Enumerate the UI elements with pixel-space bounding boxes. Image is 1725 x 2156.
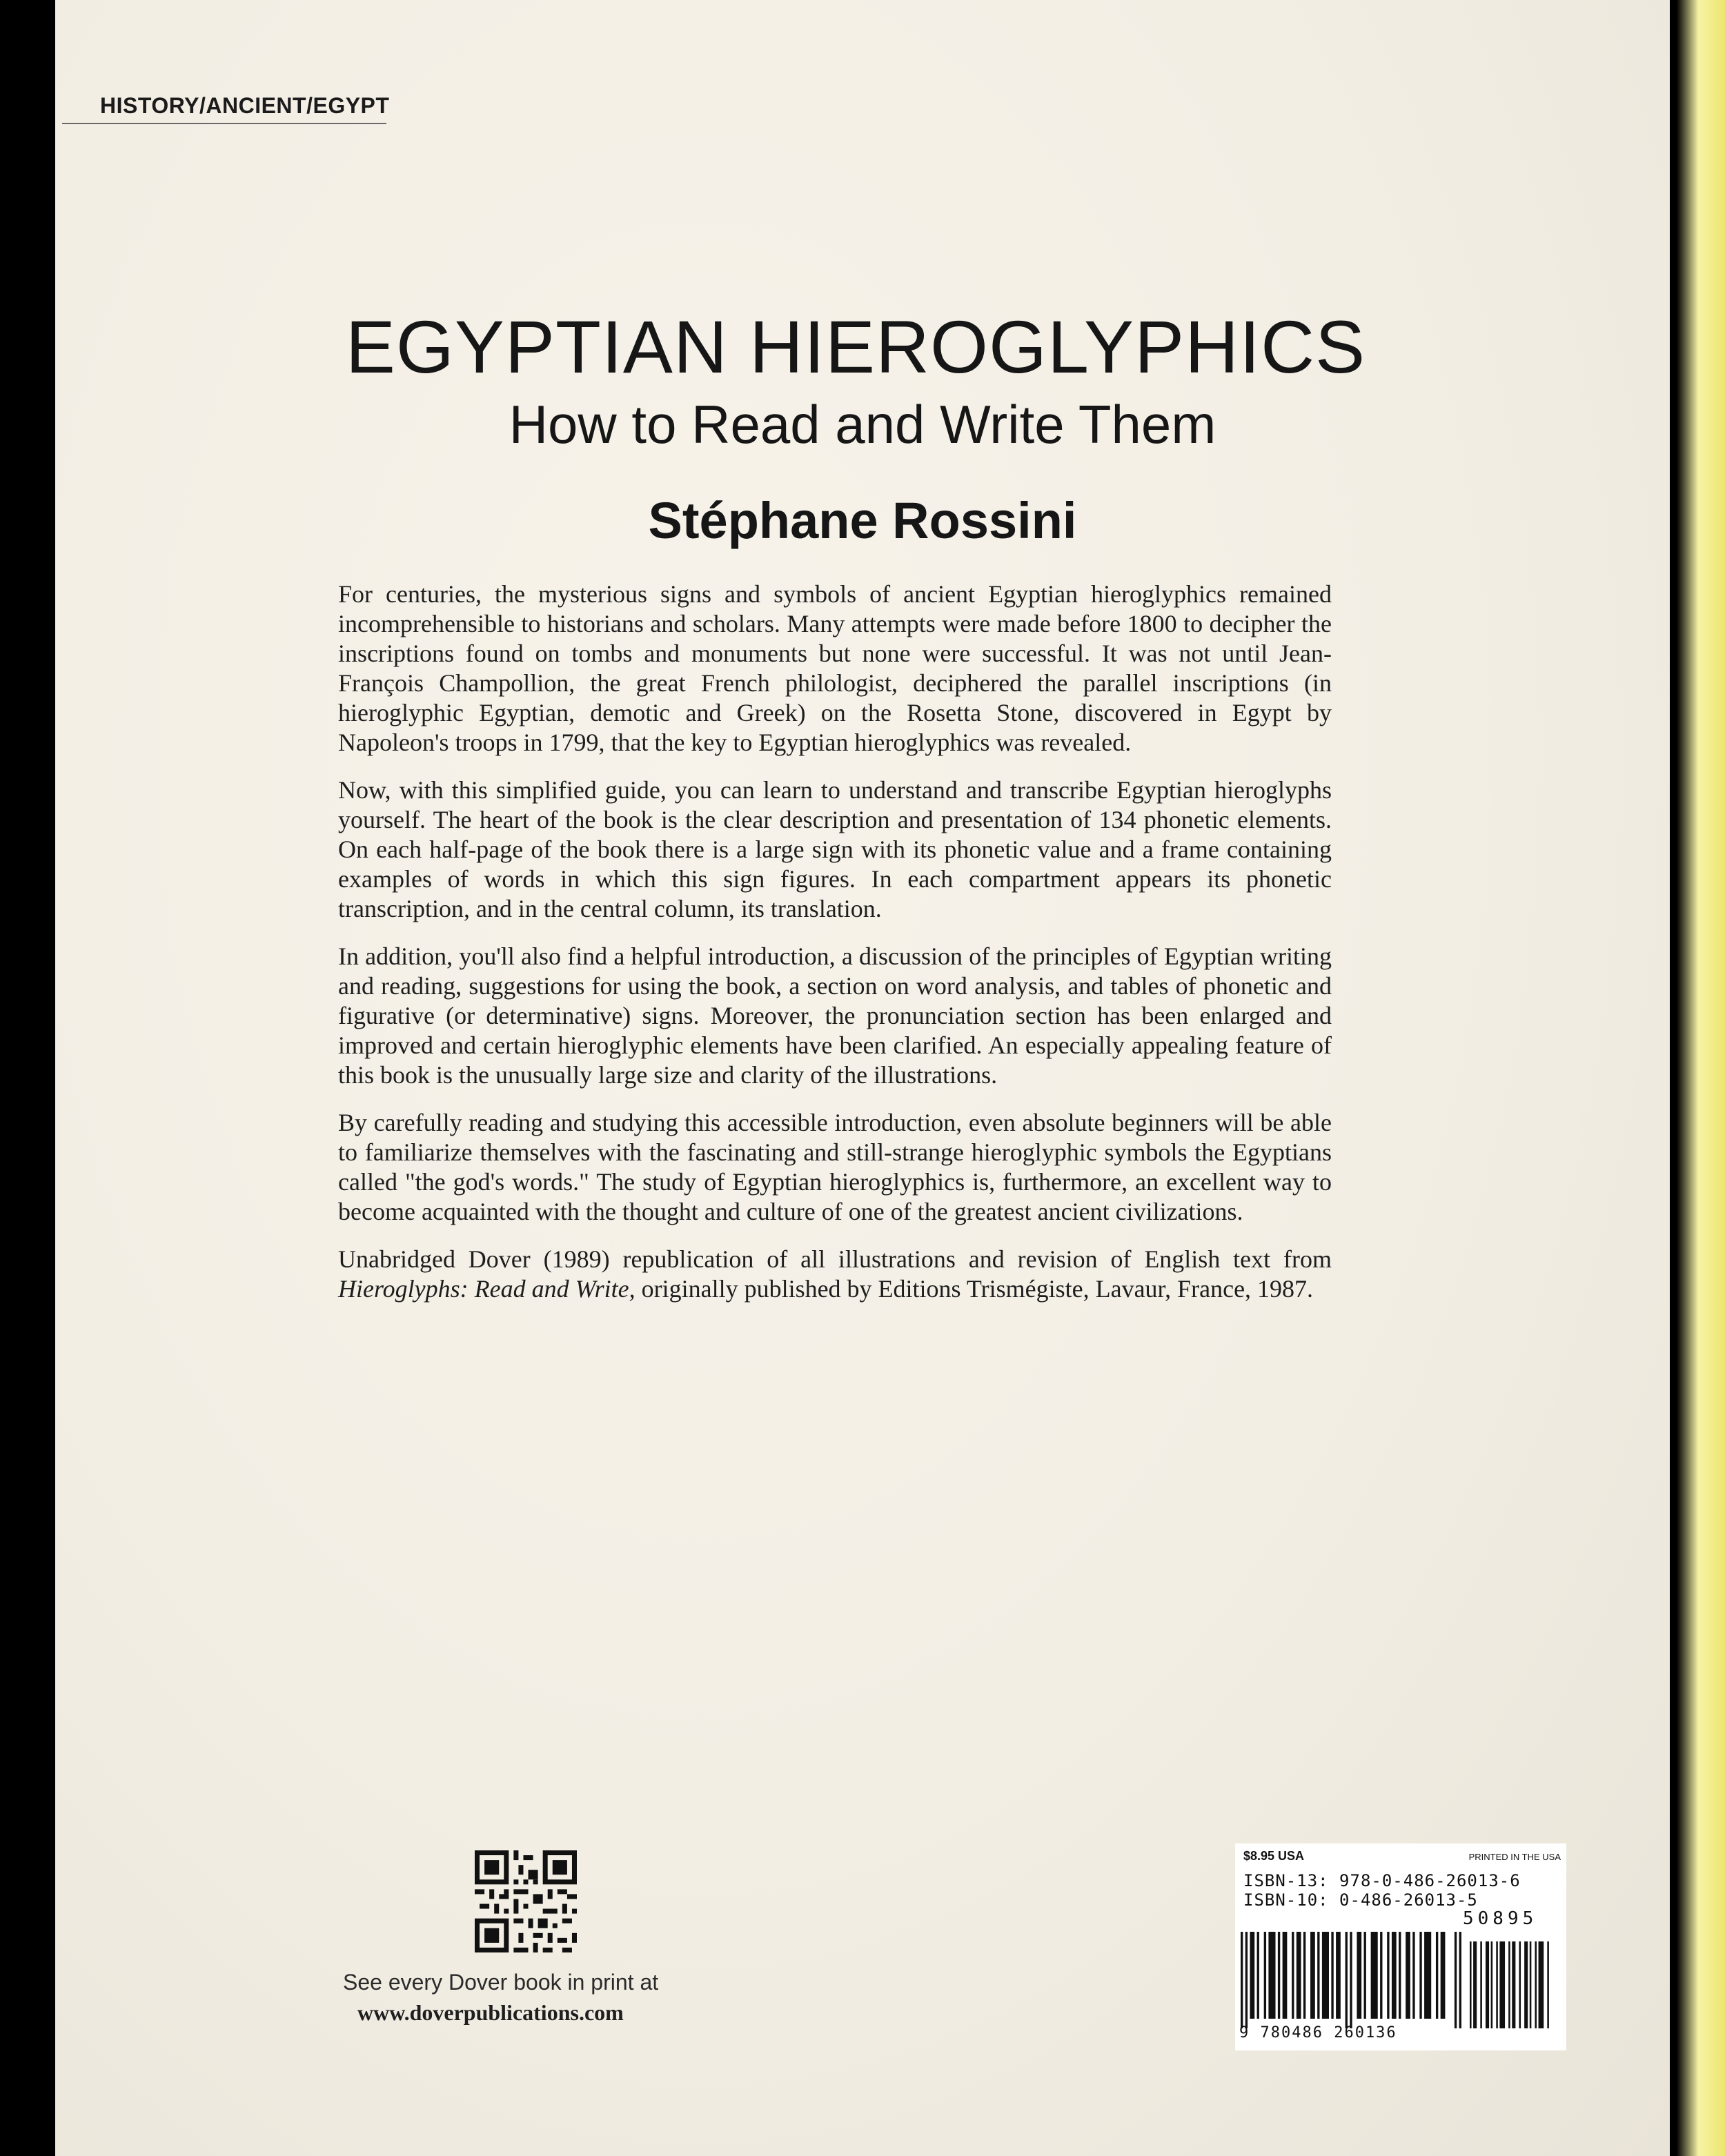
price-label: $8.95 USA [1243,1849,1305,1863]
category-label: HISTORY/ANCIENT/EGYPT [100,93,390,118]
printed-in-label: PRINTED IN THE USA [1468,1852,1561,1862]
book-author: Stéphane Rossini [648,492,1077,549]
price-addon-barcode-icon [1470,1932,1552,2028]
blurb-paragraph: Now, with this simplified guide, you can learn to understand and transcribe Egyptian hieroglyphs yourself. The heart of the book is the clear description and presentation of 134 phonetic elements. On each half-page of the book there is a large sign with its phonetic value and a frame containing examples of words in which this sign figures. In each compartment appears its phonetic transcription, and in the central column, its translation. [338,776,1332,922]
ean-barcode-icon [1241,1932,1461,2028]
dover-website-link[interactable]: www.doverpublications.com [357,2000,624,2025]
book-subtitle: How to Read and Write Them [509,394,1216,455]
publication-credit [338,1245,1332,1304]
blurb-paragraph: For centuries, the mysterious signs and symbols of ancient Egyptian hieroglyphics remained incomprehensible to historians and scholars. Many attempts were made before 1800 to decipher the inscriptions found on tombs and monuments but none were successful. It was not until Jean-François Champollion, the great French philologist, deciphered the parallel inscriptions (in hieroglyphic Egyptian, demotic and Greek) on the Rosetta Stone, discovered in Egypt by Napoleon's troops in 1799, that the key to Egyptian hieroglyphics was revealed. [338,580,1332,756]
isbn-13: ISBN-13: 978-0-486-26013-6 [1243,1871,1521,1890]
blurb-paragraph: In addition, you'll also find a helpful introduction, a discussion of the principles of Egyptian writing and reading, suggestions for using the book, a section on word analysis, and tables of phonetic and figurative (or determinative) signs. Moreover, the pronunciation section has been enlarged and improved and certain hieroglyphic elements have been clarified. An especially appealing feature of this book is the unusually large size and clarity of the illustrations. [338,942,1332,1089]
price-code: 50895 [1463,1908,1538,1929]
dover-tagline: See every Dover book in print at [343,1970,659,1995]
category-divider [62,123,386,124]
barcode-panel [1235,1843,1566,2050]
blurb [338,580,1332,1322]
original-title: Hieroglyphs: Read and Write, [338,1275,635,1303]
qr-code-icon[interactable] [475,1850,577,1952]
blurb-paragraph: By carefully reading and studying this accessible introduction, even absolute beginners will be able to familiarize themselves with the fascinating and still-strange hieroglyphic symbols the Egyptians called "the god's words." The study of Egyptian hieroglyphics is, furthermore, an excellent way to become acquainted with the thought and culture of one of the greatest ancient civilizations. [338,1109,1332,1225]
credit-text: originally published by Editions Trismégiste, Lavaur, France, 1987. [635,1275,1314,1303]
ean-digits: 9 780486 260136 [1239,2024,1397,2041]
book-title: EGYPTIAN HIEROGLYPHICS [345,305,1366,388]
credit-text: Unabridged Dover (1989) republication of all illustrations and revision of English text from [338,1245,1332,1273]
isbn-10: ISBN-10: 0-486-26013-5 [1243,1890,1478,1910]
